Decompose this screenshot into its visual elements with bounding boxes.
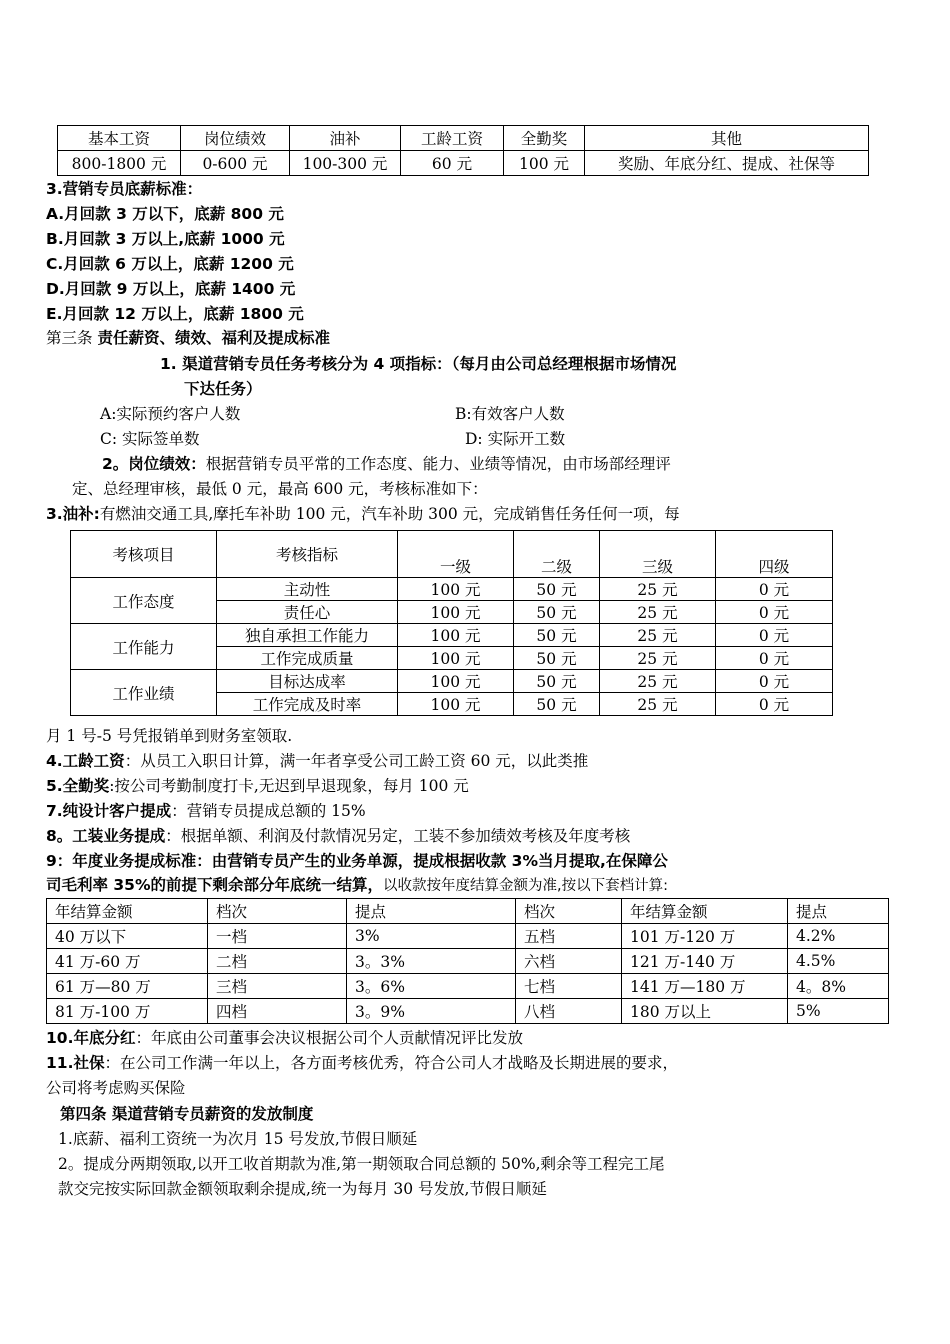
- table-cell: 主动性: [217, 578, 398, 601]
- paragraph: 9：年度业务提成标准：由营销专员产生的业务单源，提成根据收款 3%当月提取,在保障公: [46, 852, 668, 870]
- paragraph: [102, 453, 671, 475]
- table-cell: 100 元: [398, 601, 514, 624]
- article-title: 责任薪资、绩效、福利及提成标准: [97, 329, 330, 347]
- list-item: A.月回款 3 万以下，底薪 800 元: [46, 205, 284, 223]
- group-cell: 工作业绩: [71, 670, 217, 716]
- group-cell: 工作态度: [71, 578, 217, 624]
- salary-structure-table: [57, 125, 869, 176]
- table-cell: 工作完成质量: [217, 647, 398, 670]
- group-cell: 工作能力: [71, 624, 217, 670]
- paragraph: [46, 775, 469, 797]
- paragraph: [46, 874, 668, 897]
- table-row: [71, 624, 833, 647]
- item-label: 4.工龄工资: [46, 752, 125, 770]
- table-cell: 0-600 元: [181, 151, 290, 176]
- table-cell: 41 万-60 万: [47, 949, 208, 974]
- header-cell: 档次: [516, 899, 622, 924]
- table-cell: 3。6%: [347, 974, 516, 999]
- article-heading: 第四条 渠道营销专员薪资的发放制度: [60, 1105, 314, 1123]
- header-cell: 年结算金额: [47, 899, 208, 924]
- item-text: ：从员工入职日计算，满一年者享受公司工龄工资 60 元，以此类推: [124, 752, 589, 770]
- item-text: ：在公司工作满一年以上，各方面考核优秀，符合公司人才战略及长期进展的要求，: [104, 1054, 678, 1072]
- table-cell: 25 元: [600, 647, 716, 670]
- table-cell: 25 元: [600, 601, 716, 624]
- header-cell: 工龄工资: [401, 126, 504, 151]
- paragraph: 1.底薪、福利工资统一为次月 15 号发放,节假日顺延: [58, 1130, 418, 1148]
- paragraph: 公司将考虑购买保险: [46, 1079, 186, 1097]
- table-cell: 工作完成及时率: [217, 693, 398, 716]
- header-cell: 全勤奖: [504, 126, 585, 151]
- header-cell: 年结算金额: [622, 899, 788, 924]
- table-cell: 81 万-100 万: [47, 999, 208, 1024]
- paragraph: [46, 825, 630, 847]
- table-cell: 七档: [516, 974, 622, 999]
- table-header-row: [71, 531, 833, 578]
- paragraph: [46, 750, 588, 772]
- list-item: B.月回款 3 万以上,底薪 1000 元: [46, 230, 285, 248]
- table-cell: 60 元: [401, 151, 504, 176]
- table-cell: 141 万—180 万: [622, 974, 788, 999]
- table-cell: 六档: [516, 949, 622, 974]
- table-cell: 100 元: [398, 670, 514, 693]
- item-label: 3.油补:: [46, 505, 100, 523]
- article-heading: [46, 327, 330, 349]
- table-cell: 25 元: [600, 624, 716, 647]
- table-cell: 100 元: [398, 578, 514, 601]
- section-heading: 3.营销专员底薪标准：: [46, 180, 203, 198]
- item-text: 根据营销专员平常的工作态度、能力、业绩等情况，由市场部经理评: [205, 455, 671, 473]
- paragraph: 月 1 号-5 号凭报销单到财务室领取.: [46, 727, 293, 745]
- item-label: 2。岗位绩效：: [102, 455, 206, 473]
- item-label: 11.社保: [46, 1054, 105, 1072]
- table-cell: 责任心: [217, 601, 398, 624]
- header-cell: 三级: [600, 531, 716, 578]
- table-cell: 0 元: [716, 647, 833, 670]
- paragraph: [46, 503, 680, 525]
- table-cell: 4。8%: [788, 974, 889, 999]
- table-row: [71, 670, 833, 693]
- table-cell: 3。9%: [347, 999, 516, 1024]
- table-cell: 25 元: [600, 670, 716, 693]
- table-cell: 3%: [347, 924, 516, 949]
- table-cell: 101 万-120 万: [622, 924, 788, 949]
- header-cell: 其他: [585, 126, 869, 151]
- table-row: [58, 151, 869, 176]
- table-cell: 3。3%: [347, 949, 516, 974]
- performance-table: [70, 530, 833, 716]
- item-text: 有燃油交通工具,摩托车补助 100 元，汽车补助 300 元，完成销售任务任何一项，每: [99, 505, 680, 523]
- table-cell: 25 元: [600, 578, 716, 601]
- header-cell: 考核项目: [71, 531, 217, 578]
- item-label: 7.纯设计客户提成: [46, 802, 172, 820]
- header-cell: 考核指标: [217, 531, 398, 578]
- table-cell: 独自承担工作能力: [217, 624, 398, 647]
- header-cell: 油补: [290, 126, 401, 151]
- table-cell: 三档: [208, 974, 347, 999]
- table-row: [47, 949, 889, 974]
- table-row: [47, 974, 889, 999]
- paragraph: 1. 渠道营销专员任务考核分为 4 项指标：（每月由公司总经理根据市场情况: [160, 355, 677, 373]
- table-cell: 0 元: [716, 670, 833, 693]
- table-cell: 40 万以下: [47, 924, 208, 949]
- table-cell: 100 元: [398, 647, 514, 670]
- item-text: ：营销专员提成总额的 15%: [171, 802, 366, 820]
- table-cell: 61 万—80 万: [47, 974, 208, 999]
- table-row: [47, 999, 889, 1024]
- header-cell: 二级: [514, 531, 600, 578]
- table-cell: 0 元: [716, 578, 833, 601]
- table-header-row: [58, 126, 869, 151]
- table-cell: 八档: [516, 999, 622, 1024]
- header-cell: 岗位绩效: [181, 126, 290, 151]
- table-cell: 800-1800 元: [58, 151, 181, 176]
- indicator-item: B:有效客户人数: [455, 405, 565, 423]
- table-header-row: [47, 899, 889, 924]
- item-text: ：根据单额、利润及付款情况另定，工装不参加绩效考核及年度考核: [165, 827, 631, 845]
- table-cell: 4.5%: [788, 949, 889, 974]
- table-cell: 180 万以上: [622, 999, 788, 1024]
- header-cell: 提点: [788, 899, 889, 924]
- table-cell: 100 元: [398, 693, 514, 716]
- table-cell: 0 元: [716, 693, 833, 716]
- table-cell: 四档: [208, 999, 347, 1024]
- header-cell: 一级: [398, 531, 514, 578]
- article-number: 第三条: [46, 329, 98, 347]
- paragraph: 2。提成分两期领取,以开工收首期款为准,第一期领取合同总额的 50%,剩余等工程完工尾: [58, 1155, 665, 1173]
- table-cell: 五档: [516, 924, 622, 949]
- header-cell: 档次: [208, 899, 347, 924]
- list-item: E.月回款 12 万以上，底薪 1800 元: [46, 305, 304, 323]
- table-cell: 5%: [788, 999, 889, 1024]
- list-item: C.月回款 6 万以上，底薪 1200 元: [46, 255, 294, 273]
- header-cell: 四级: [716, 531, 833, 578]
- table-cell: 二档: [208, 949, 347, 974]
- table-cell: 50 元: [514, 647, 600, 670]
- list-item: D.月回款 9 万以上，底薪 1400 元: [46, 280, 296, 298]
- item-text: 以收款按年度结算金额为准,按以下套档计算:: [383, 878, 668, 894]
- table-row: [47, 924, 889, 949]
- header-cell: 基本工资: [58, 126, 181, 151]
- item-label: 5.全勤奖: [46, 777, 110, 795]
- table-cell: 目标达成率: [217, 670, 398, 693]
- table-cell: 50 元: [514, 670, 600, 693]
- table-cell: 25 元: [600, 693, 716, 716]
- indicator-item: D: 实际开工数: [465, 430, 566, 448]
- bold-text: 司毛利率 35%的前提下剩余部分年底统一结算，: [46, 876, 383, 894]
- item-text: ：年底由公司董事会决议根据公司个人贡献情况评比发放: [135, 1029, 523, 1047]
- header-cell: 提点: [347, 899, 516, 924]
- item-label: 10.年底分红: [46, 1029, 136, 1047]
- paragraph: 款交完按实际回款金额领取剩余提成,统一为每月 30 号发放,节假日顺延: [58, 1180, 547, 1198]
- table-cell: 0 元: [716, 624, 833, 647]
- paragraph: [46, 800, 366, 822]
- paragraph: 定、总经理审核，最低 0 元，最高 600 元，考核标准如下：: [72, 480, 488, 498]
- item-text: :按公司考勤制度打卡,无迟到早退现象，每月 100 元: [109, 777, 469, 795]
- paragraph: 下达任务）: [184, 380, 262, 398]
- table-cell: 100 元: [398, 624, 514, 647]
- indicator-item: A:实际预约客户人数: [100, 405, 241, 423]
- table-cell: 50 元: [514, 578, 600, 601]
- table-cell: 奖励、年底分红、提成、社保等: [585, 151, 869, 176]
- commission-table: [46, 898, 889, 1024]
- item-label: 8。工装业务提成: [46, 827, 166, 845]
- indicator-item: C: 实际签单数: [100, 430, 200, 448]
- table-cell: 4.2%: [788, 924, 889, 949]
- paragraph: [46, 1027, 523, 1049]
- table-cell: 121 万-140 万: [622, 949, 788, 974]
- table-cell: 50 元: [514, 601, 600, 624]
- table-cell: 100 元: [504, 151, 585, 176]
- table-cell: 50 元: [514, 624, 600, 647]
- table-cell: 50 元: [514, 693, 600, 716]
- table-row: [71, 578, 833, 601]
- table-cell: 一档: [208, 924, 347, 949]
- table-cell: 0 元: [716, 601, 833, 624]
- paragraph: [46, 1052, 678, 1074]
- table-cell: 100-300 元: [290, 151, 401, 176]
